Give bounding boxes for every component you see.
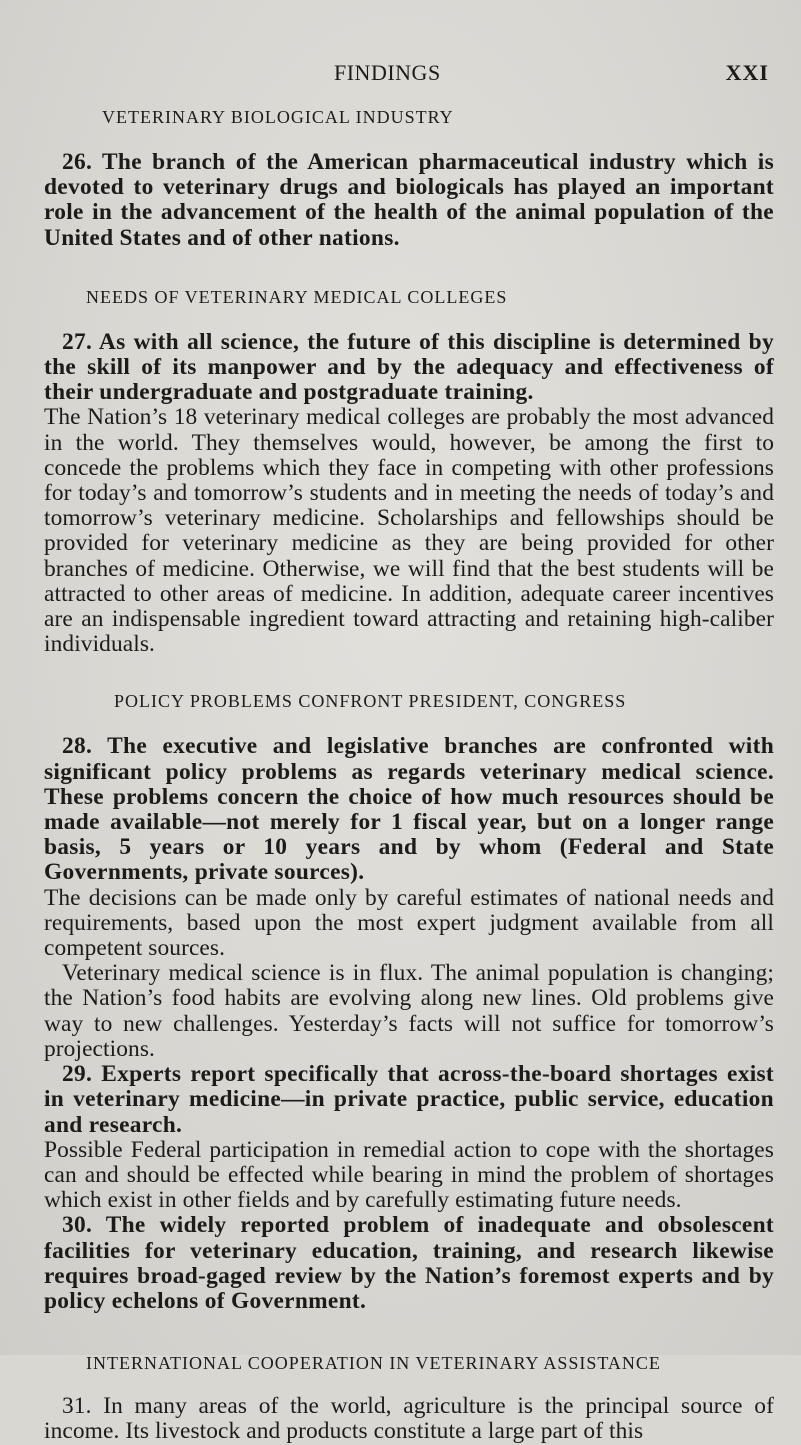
paragraph-27: 27. As with all science, the future of this discipline is determined by the skill of its manpower and by the adequacy and effectiveness of their undergraduate and postgraduate training. <box>44 328 774 406</box>
section-heading-veterinary-biological-industry: VETERINARY BIOLOGICAL INDUSTRY <box>102 107 454 127</box>
page-body <box>44 106 774 1445</box>
paragraph-30: 30. The widely reported problem of inadequate and obsolescent facilities for veterinary education, training, and research likewise requires broad-gaged review by the Nation’s foremost experts and by policy echelons of Government. <box>44 1212 774 1314</box>
paragraph-31: 31. In many areas of the world, agriculture is the principal source of income. Its livestock and products constitute a large part of this <box>44 1393 774 1445</box>
paragraph-28-decisions: The decisions can be made only by careful estimates of national needs and requirements, based upon the most expert judgment available from all competent sources. <box>44 884 774 962</box>
paragraph-28-flux: Veterinary medical science is in flux. The animal population is changing; the Nation’s food habits are evolving along new lines. Old problems give way to new challenges. Yesterday’s facts will not suffice for tomorrow’s projections. <box>44 960 774 1062</box>
running-title: FINDINGS <box>334 60 441 85</box>
paragraph-26: 26. The branch of the American pharmaceutical industry which is devoted to veterinary drugs and biologicals has played an important role in the advancement of the health of the animal population of the United States and of other nations. <box>44 149 774 251</box>
page-number: XXI <box>725 60 769 85</box>
section-heading-needs-of-colleges: NEEDS OF VETERINARY MEDICAL COLLEGES <box>86 286 508 307</box>
section-heading-policy-problems: POLICY PROBLEMS CONFRONT PRESIDENT, CONGRESS <box>114 691 627 712</box>
running-head <box>0 58 801 88</box>
section-heading-international-cooperation: INTERNATIONAL COOPERATION IN VETERINARY ASSISTANCE <box>86 1353 661 1374</box>
paragraph-29-body: Possible Federal participation in remedial action to cope with the shortages can and should be effected while bearing in mind the problem of shortages which exist in other fields and by carefully estimating future needs. <box>44 1136 774 1214</box>
paragraph-27-body: The Nation’s 18 veterinary medical colleges are probably the most advanced in the world. They themselves would, however, be among the first to concede the problems which they face in competing with other professions for today’s and tomorrow’s students and in meeting the needs of today’s and tomorrow’s veterinary medicine. Scholarships and fellowships should be provided for veterinary medicine as they are being provided for other branches of medicine. Otherwise, we will find that the best students will be attracted to other areas of medicine. In addition, adequate career incentives are an indispensable ingredient toward attracting and retaining high-caliber individuals. <box>44 404 774 658</box>
paragraph-28: 28. The executive and legislative branches are confronted with significant policy problems as regards veterinary medical science. These problems concern the choice of how much resources should be made available—not merely for 1 fiscal year, but on a longer range basis, 5 years or 10 years and by whom (Federal and State Governments, private sources). <box>44 733 774 886</box>
paragraph-29: 29. Experts report specifically that across-the-board shortages exist in veterinary medicine—in private practice, public service, education and research. <box>44 1061 774 1138</box>
